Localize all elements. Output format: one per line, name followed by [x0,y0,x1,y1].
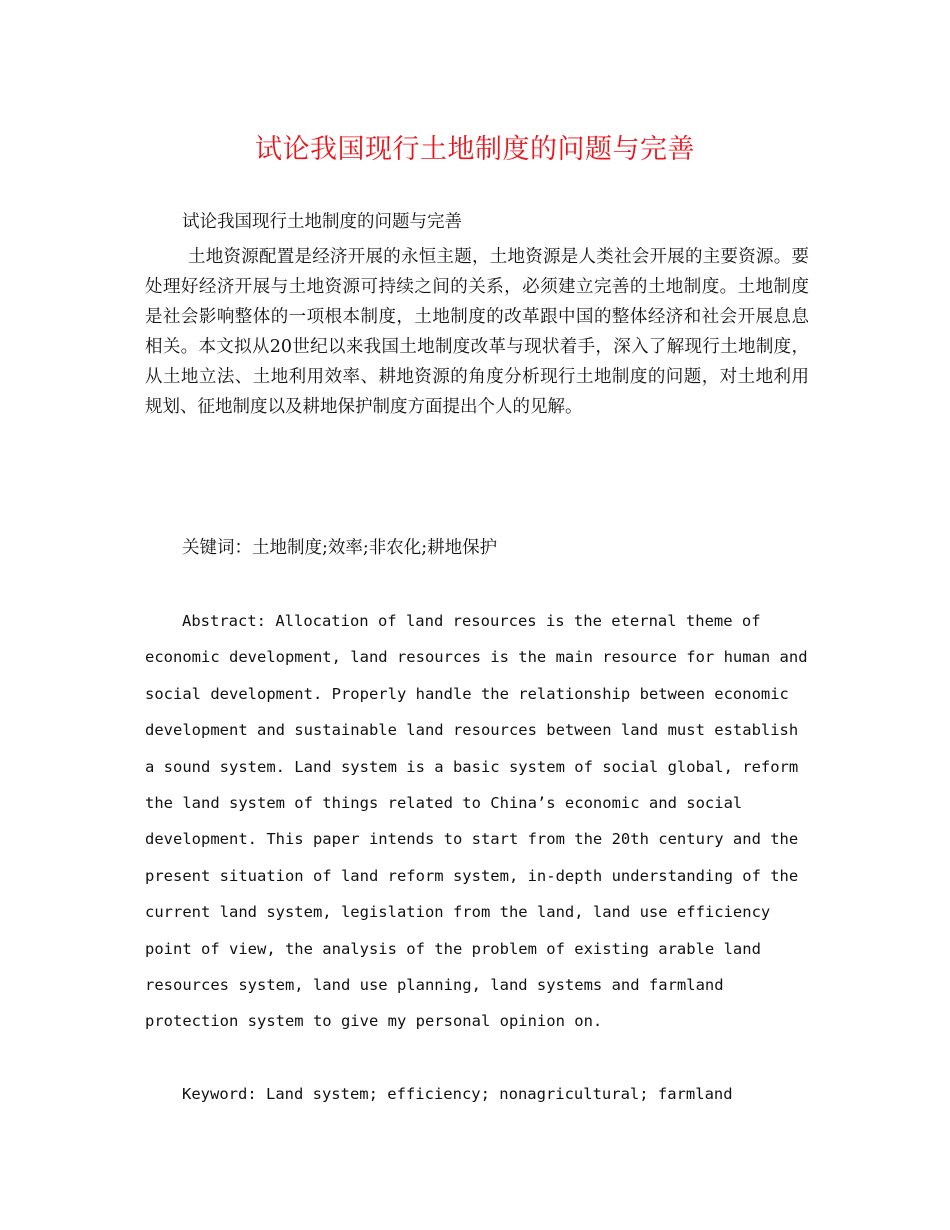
english-keywords: Keyword: Land system; efficiency; nonagricultural; farmland [182,1085,733,1103]
document-title: 试论我国现行土地制度的问题与完善 [255,134,695,165]
english-abstract-line: development and sustainable land resources between land must establish [145,721,799,740]
english-abstract-line: Abstract: Allocation of land resources is the eternal theme of [182,612,761,630]
english-abstract-line: the land system of things related to China’s economic and social [145,793,743,812]
english-abstract-line: point of view, the analysis of the problem of existing arable land [145,939,761,958]
chinese-keywords: 关键词：土地制度;效率;非农化;耕地保护 [182,538,498,558]
chinese-abstract-paragraph: 土地资源配置是经济开展的永恒主题，土地资源是人类社会开展的主要资源。要处理好经济开展与土地资源可持续之间的关系，必须建立完善的土地制度。土地制度是社会影响整体的一项根本制度，土地制度的改革跟中国的整体经济和社会开展息息相关。本文拟从20世纪以来我国土地制度改革与现状着手，深入了解现行土地制度，从土地立法、土地利用效率、耕地资源的角度分析现行土地制度的问题，对土地利用规划、征地制度以及耕地保护制度方面提出个人的见解。 [145,247,809,417]
english-abstract-line: current land system, legislation from the land, land use efficiency [145,903,771,922]
english-abstract-line: development. This paper intends to start from the 20th century and the [145,830,799,849]
english-abstract-line: economic development, land resources is the main resource for human and [145,648,808,667]
english-abstract-line: social development. Properly handle the relationship between economic [145,684,789,703]
english-abstract-line: a sound system. Land system is a basic system of social global, reform [145,757,799,776]
english-abstract-line: resources system, land use planning, land systems and farmland [145,975,724,994]
document-subtitle: 试论我国现行土地制度的问题与完善 [182,212,462,232]
english-abstract-paragraph [145,606,825,1043]
english-abstract-line: present situation of land reform system, in-depth understanding of the [145,866,799,885]
english-abstract-line: protection system to give my personal opinion on. [145,1012,603,1031]
